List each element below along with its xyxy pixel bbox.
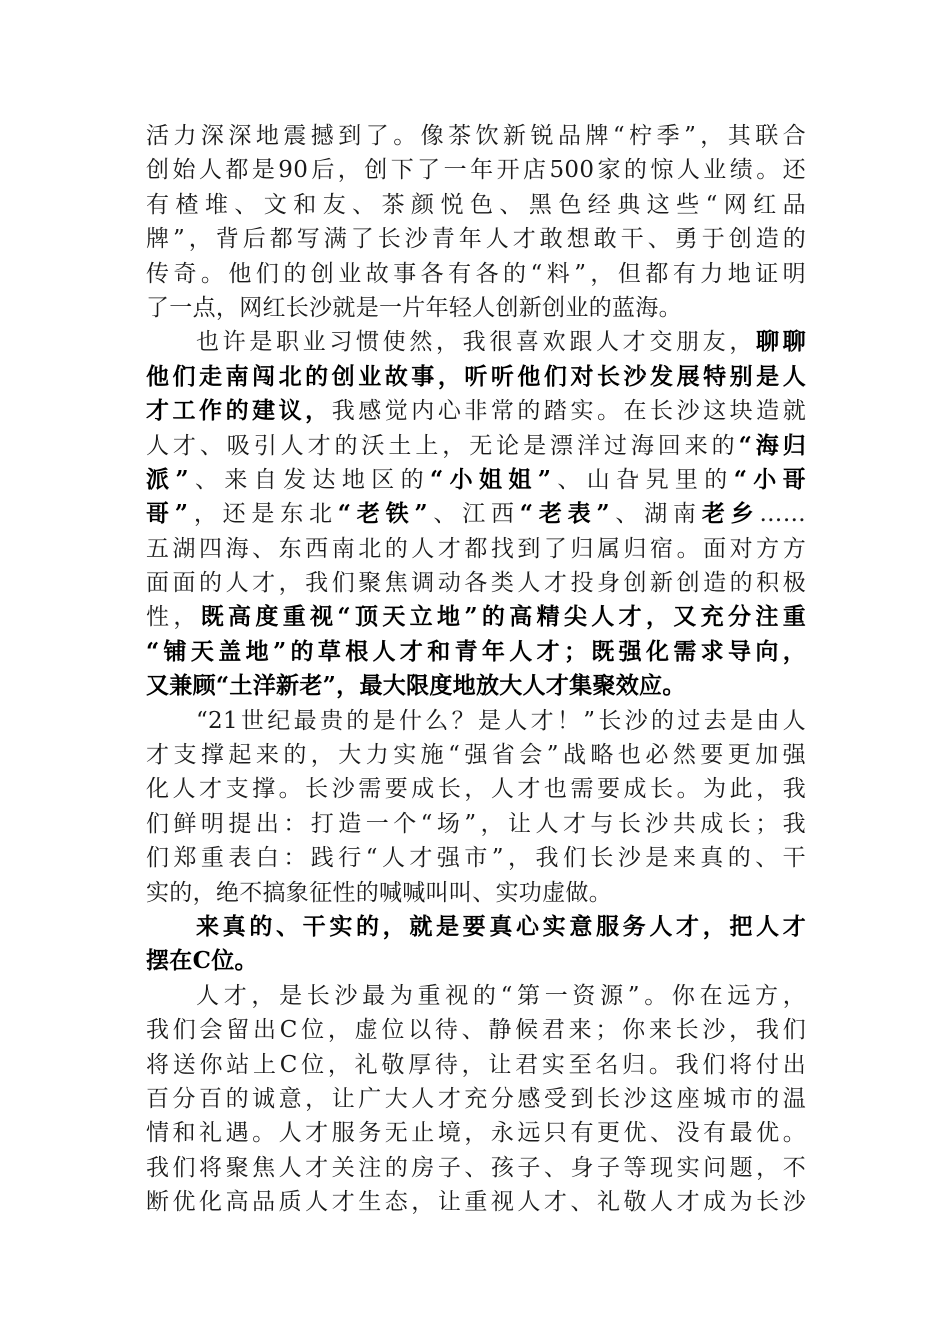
- text-line: [146, 944, 806, 978]
- text-run: 人才、吸引人才的沃土上，无论是漂洋过海回来的: [146, 432, 739, 459]
- text-line: [146, 1185, 806, 1219]
- text-line: [146, 807, 806, 841]
- text-line: [146, 119, 806, 153]
- bold-text-run: 他们走南闯北的创业故事，听听他们对长沙发展特别是人: [146, 362, 806, 390]
- text-run: 面面的人才，我们聚焦调动各类人才投身创新创造的积极: [146, 570, 806, 597]
- text-line: [146, 704, 806, 738]
- text-run: 创始人都是90后，创下了一年开店500家的惊人业绩。还: [146, 157, 806, 184]
- bold-text-run: “老表”: [519, 500, 610, 528]
- text-run: 情和礼遇。人才服务无止境，永远只有更优、没有最优。: [146, 1120, 806, 1147]
- bold-text-run: “海归: [738, 431, 806, 459]
- bold-text-run: 又兼顾“土洋新老”，最大限度地放大人才集聚效应。: [146, 672, 686, 700]
- bold-text-run: 既高度重视“顶天立地”的高精尖人才，又充分注重: [200, 603, 806, 631]
- text-line: [146, 188, 806, 222]
- paragraph: [146, 325, 806, 703]
- paragraph: [146, 910, 806, 979]
- text-run: “21世纪最贵的是什么？是人才！”长沙的过去是由人: [196, 707, 806, 734]
- text-line: [146, 360, 806, 394]
- text-run: 实的，绝不搞象征性的喊喊叫叫、实功虚做。: [146, 879, 612, 906]
- text-line: [146, 979, 806, 1013]
- text-line: [146, 153, 806, 187]
- text-line: [146, 1048, 806, 1082]
- text-run: 断优化高品质人才生态，让重视人才、礼敬人才成为长沙: [146, 1189, 806, 1216]
- text-line: [146, 1116, 806, 1150]
- text-line: [146, 291, 806, 325]
- text-line: [146, 635, 806, 669]
- bold-text-run: 派”: [146, 465, 189, 493]
- text-line: [146, 1151, 806, 1185]
- text-run: 活力深深地震撼到了。像茶饮新锐品牌“柠季”，其联合: [146, 123, 806, 149]
- bold-text-run: 摆在C位。: [146, 947, 258, 975]
- text-run: 有楂堆、文和友、茶颜悦色、黑色经典这些“网红品: [146, 191, 806, 218]
- text-line: [146, 910, 806, 944]
- text-run: 了一点，网红长沙就是一片年轻人创新创业的蓝海。: [146, 294, 682, 321]
- bold-text-run: 哥”: [146, 500, 189, 528]
- text-run: ……: [759, 501, 807, 528]
- text-line: [146, 325, 806, 359]
- bold-text-run: 老乡: [701, 500, 760, 528]
- text-run: 牌”，背后都写满了长沙青年人才敢想敢干、勇于创造的: [146, 226, 806, 253]
- text-run: 、山旮旯里的: [551, 466, 734, 493]
- text-line: [146, 257, 806, 291]
- bold-text-run: “小姐姐”: [430, 465, 552, 493]
- text-run: 、江西: [427, 501, 520, 528]
- text-run: 才支撑起来的，大力实施“强省会”战略也必然要更加强: [146, 742, 806, 769]
- paragraph: [146, 119, 806, 325]
- text-run: 将送你站上C位，礼敬厚待，让君实至名归。我们将付出: [146, 1051, 806, 1078]
- bold-text-run: “铺天盖地”的草根人才和青年人才；既强化需求导向，: [146, 637, 806, 665]
- text-run: 我感觉内心非常的踏实。在长沙这块造就: [331, 398, 806, 425]
- text-line: [146, 497, 806, 531]
- text-run: 们鲜明提出：打造一个“场”，让人才与长沙共成长；我: [146, 810, 806, 837]
- paragraph: [146, 979, 806, 1220]
- text-line: [146, 566, 806, 600]
- text-line: [146, 429, 806, 463]
- text-line: [146, 600, 806, 634]
- text-line: [146, 222, 806, 256]
- bold-text-run: “小哥: [733, 465, 806, 493]
- text-run: 百分百的诚意，让广大人才充分感受到长沙这座城市的温: [146, 1085, 806, 1112]
- document-body: [146, 119, 806, 1220]
- paragraph: [146, 704, 806, 910]
- text-run: 我们会留出C位，虚位以待、静候君来；你来长沙，我们: [146, 1017, 806, 1044]
- text-line: [146, 669, 806, 703]
- text-line: [146, 1082, 806, 1116]
- text-line: [146, 394, 806, 428]
- text-line: [146, 738, 806, 772]
- bold-text-run: 聊聊: [756, 328, 806, 356]
- text-line: [146, 1013, 806, 1047]
- text-run: 五湖四海、东西南北的人才都找到了归属归宿。面对方方: [146, 535, 806, 562]
- text-run: 也许是职业习惯使然，我很喜欢跟人才交朋友，: [196, 329, 757, 356]
- bold-text-run: 才工作的建议，: [146, 397, 332, 425]
- text-run: 、湖南: [609, 501, 702, 528]
- text-line: [146, 532, 806, 566]
- text-run: 化人才支撑。长沙需要成长，人才也需要成长。为此，我: [146, 776, 806, 803]
- text-run: 、来自发达地区的: [188, 466, 431, 493]
- text-run: 人才，是长沙最为重视的“第一资源”。你在远方，: [196, 982, 806, 1009]
- text-run: 们郑重表白：践行“人才强市”，我们长沙是来真的、干: [146, 845, 806, 872]
- text-run: ，还是东北: [188, 501, 338, 528]
- text-line: [146, 463, 806, 497]
- bold-text-run: 来真的、干实的，就是要真心实意服务人才，把人才: [196, 912, 806, 940]
- text-run: 传奇。他们的创业故事各有各的“料”，但都有力地证明: [146, 260, 806, 287]
- text-run: 我们将聚焦人才关注的房子、孩子、身子等现实问题，不: [146, 1154, 806, 1181]
- text-run: 性，: [146, 604, 201, 631]
- bold-text-run: “老铁”: [337, 500, 428, 528]
- text-line: [146, 841, 806, 875]
- text-line: [146, 772, 806, 806]
- text-line: [146, 876, 806, 910]
